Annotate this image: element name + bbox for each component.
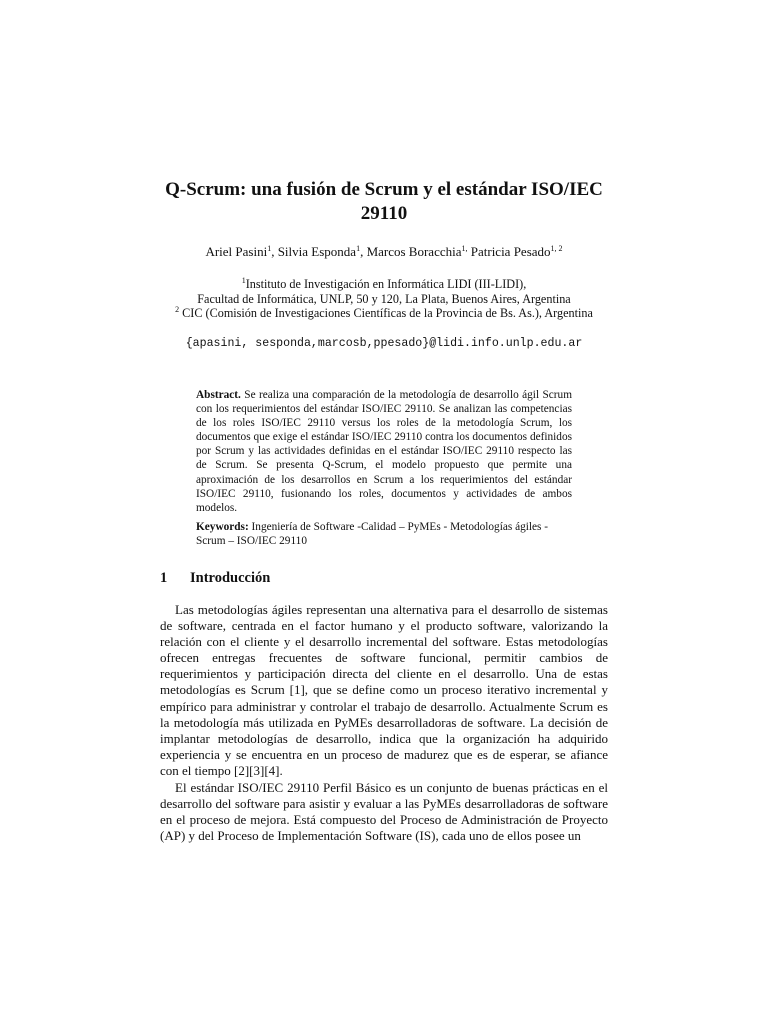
author-affiliation-mark: 1, xyxy=(461,244,468,253)
keywords xyxy=(196,520,572,548)
abstract-text: Se realiza una comparación de la metodología de desarrollo ágil Scrum con los requerimientos del estándar ISO/IEC 29110. Se analizan las competencias de los roles ISO/IEC 29110 versus los roles de la metodología Scrum, los documentos que exige el estándar ISO/IEC 29110 contra los documentos definidos por Scrum y las actividades definidas en el estándar ISO/IEC 29110 respecto las de Scrum. Se presenta Q-Scrum, el modelo propuesto que permite una aproximación de los desarrollos en Scrum a los requerimientos del estándar ISO/IEC 29110, fusionando los roles, documentos y actividades de ambos modelos. xyxy=(196,389,572,514)
affiliation-mark: 2 xyxy=(175,305,180,314)
author-name: , Marcos Boracchia xyxy=(360,244,462,259)
author-emails: {apasini, sesponda,marcosb,ppesado}@lidi.info.unlp.edu.ar xyxy=(185,337,583,350)
affiliation-line-2: Facultad de Informática, UNLP, 50 y 120, La Plata, Buenos Aires, Argentina xyxy=(197,292,571,306)
abstract-label: Abstract. xyxy=(196,389,241,401)
author-affiliation-mark: 1, 2 xyxy=(550,244,563,253)
author-name: , Silvia Esponda xyxy=(271,244,357,259)
affiliation-mark: 1 xyxy=(241,276,246,285)
section-title: Introducción xyxy=(190,570,271,586)
affiliation-text: CIC (Comisión de Investigaciones Científicas de la Provincia de Bs. As.), Argentina xyxy=(179,306,593,320)
keywords-text: Ingeniería de Software -Calidad – PyMEs - Metodologías ágiles - Scrum – ISO/IEC 29110 xyxy=(196,521,549,548)
paper-title: Q-Scrum: una fusión de Scrum y el estándar ISO/IEC 29110 xyxy=(165,179,603,224)
section-number: 1 xyxy=(160,570,168,586)
affiliation-line-3 xyxy=(150,306,618,321)
abstract xyxy=(196,388,572,515)
author-affiliation-mark: 1 xyxy=(267,244,272,253)
author-list xyxy=(150,244,618,260)
affiliation-text: Instituto de Investigación en Informática LIDI (III-LIDI), xyxy=(245,277,527,291)
author-affiliation-mark: 1 xyxy=(356,244,361,253)
body-paragraph-1 xyxy=(160,602,608,779)
affiliation-line-1 xyxy=(150,277,618,292)
paragraph-text: Las metodologías ágiles representan una alternativa para el desarrollo de sistemas de software, centrada en el factor humano y el producto software, valorizando la relación con el cliente y el desarrollo incremental del software. Estas metodologías ofrecen entregas frecuentes de software funcional, permitir cambios de requerimientos y participación directa del cliente en el desarrollo. Una de estas metodologías es Scrum [1], que se define como un proceso iterativo incremental y empírico para administrar y controlar el trabajo de desarrollo. Actualmente Scrum es la metodología más utilizada en PyMEs desarrolladoras de software. La decisión de implantar metodologías de desarrollo, indica que la organización ha adquirido experiencia y se encuentra en un proceso de madurez que es de esperar, se afiance con el tiempo [2][3][4]. xyxy=(160,602,608,778)
author-name: Ariel Pasini xyxy=(205,244,268,259)
paragraph-text: El estándar ISO/IEC 29110 Perfil Básico es un conjunto de buenas prácticas en el desarrollo del software para asistir y evaluar a las PyMEs desarrolladoras de software en el proceso de mejora. Está compuesto del Proceso de Administración de Proyecto (AP) y del Proceso de Implementación Software (IS), cada uno de ellos posee un xyxy=(160,780,608,844)
keywords-label: Keywords: xyxy=(196,521,249,533)
section-heading xyxy=(160,569,610,587)
body-paragraph-2 xyxy=(160,780,608,844)
author-name: Patricia Pesado xyxy=(467,244,551,259)
